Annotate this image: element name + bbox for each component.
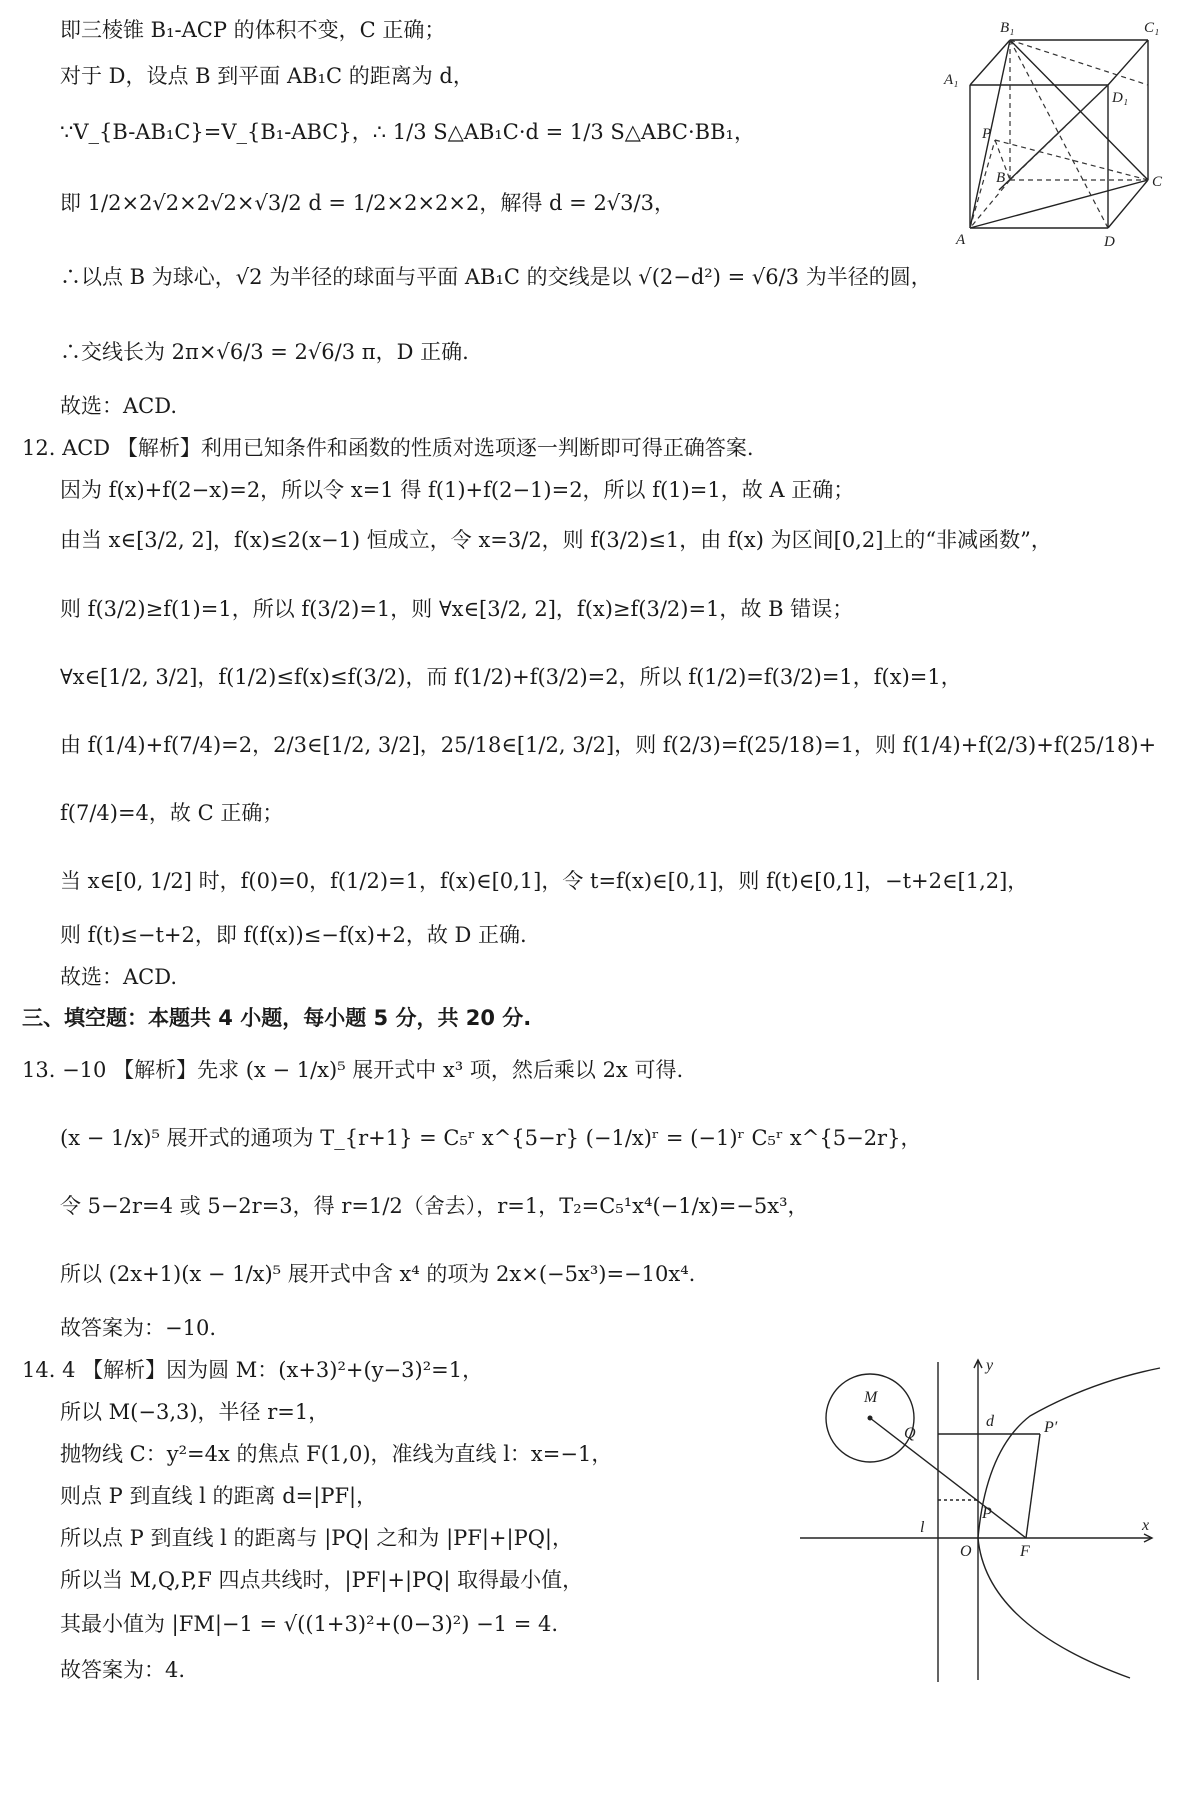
line-27: 则点 P 到直线 l 的距离 d=|PF|，: [60, 1484, 378, 1508]
line-16: 则 f(t)≤−t+2，即 f(f(x))≤−f(x)+2，故 D 正确.: [60, 923, 527, 947]
fig-label-p: P: [982, 1505, 992, 1522]
fig-label-y: y: [986, 1357, 994, 1374]
line-30: 其最小值为 |FM|−1 = √((1+3)²+(0−3)²) −1 = 4.: [60, 1612, 559, 1636]
line-6: ∴交线长为 2π×√6/3 = 2√6/3 π，D 正确.: [60, 340, 469, 364]
line-10: 由当 x∈[3/2, 2]，f(x)≤2(x−1) 恒成立，令 x=3/2，则 f(3/2)≤1，由 f(x) 为区间[0,2]上的“非减函数”，: [60, 528, 1052, 552]
fig-label-d: d: [986, 1413, 994, 1430]
fig-label-p-prime: P′: [1044, 1419, 1058, 1436]
cube-figure: [940, 10, 1170, 250]
line-19: 13. −10 【解析】先求 (x − 1/x)⁵ 展开式中 x³ 项，然后乘以 2x 可得.: [22, 1058, 684, 1082]
fig-label-l: l: [920, 1519, 925, 1536]
line-14: f(7/4)=4，故 C 正确；: [60, 801, 284, 825]
line-28: 所以点 P 到直线 l 的距离与 |PQ| 之和为 |PF|+|PQ|，: [60, 1526, 574, 1550]
line-17: 故选：ACD.: [60, 965, 177, 989]
cube-label-p: P: [982, 126, 992, 142]
fig-label-q: Q: [904, 1425, 916, 1442]
cube-label-b1: B₁: [1000, 20, 1015, 36]
section-heading: 三、填空题：本题共 4 小题，每小题 5 分，共 20 分.: [22, 1006, 532, 1030]
cube-label-c: C: [1152, 174, 1163, 190]
cube-label-c1: C₁: [1144, 20, 1160, 36]
line-9: 因为 f(x)+f(2−x)=2，所以令 x=1 得 f(1)+f(2−1)=2，所以 f(1)=1，故 A 正确；: [60, 478, 855, 502]
fig-label-x: x: [1142, 1517, 1150, 1534]
line-24: 14. 4 【解析】因为圆 M：(x+3)²+(y−3)²=1，: [22, 1358, 484, 1382]
fig-label-m: M: [864, 1389, 878, 1406]
line-23: 故答案为：−10.: [60, 1316, 216, 1340]
line-5: ∴以点 B 为球心，√2 为半径的球面与平面 AB₁C 的交线是以 √(2−d²) = √6/3 为半径的圆，: [60, 265, 932, 289]
cube-label-d1: D₁: [1112, 90, 1129, 106]
line-25: 所以 M(−3,3)，半径 r=1，: [60, 1400, 330, 1424]
line-31: 故答案为：4.: [60, 1658, 186, 1682]
line-21: 令 5−2r=4 或 5−2r=3，得 r=1/2（舍去），r=1，T₂=C₅¹x⁴(−1/x)=−5x³，: [60, 1194, 809, 1218]
line-15: 当 x∈[0, 1/2] 时，f(0)=0，f(1/2)=1，f(x)∈[0,1]，令 t=f(x)∈[0,1]，则 f(t)∈[0,1]，−t+2∈[1,2]，: [60, 869, 1029, 893]
line-2: 对于 D，设点 B 到平面 AB₁C 的距离为 d，: [60, 64, 474, 88]
cube-label-a1: A₁: [944, 72, 959, 88]
line-12: ∀x∈[1/2, 3/2]，f(1/2)≤f(x)≤f(3/2)，而 f(1/2)+f(3/2)=2，所以 f(1/2)=f(3/2)=1，f(x)=1，: [60, 665, 962, 689]
fig-label-o: O: [960, 1543, 972, 1560]
line-11: 则 f(3/2)≥f(1)=1，所以 f(3/2)=1，则 ∀x∈[3/2, 2]，f(x)≥f(3/2)=1，故 B 错误；: [60, 597, 854, 621]
cube-label-b: B: [996, 170, 1006, 186]
line-1: 即三棱锥 B₁-ACP 的体积不变，C 正确；: [60, 18, 446, 42]
fig-label-f: F: [1020, 1543, 1030, 1560]
line-8: 12. ACD 【解析】利用已知条件和函数的性质对选项逐一判断即可得正确答案.: [22, 436, 754, 460]
line-26: 抛物线 C：y²=4x 的焦点 F(1,0)，准线为直线 l：x=−1，: [60, 1442, 613, 1466]
line-20: (x − 1/x)⁵ 展开式的通项为 T_{r+1} = C₅ʳ x^{5−r} (−1/x)ʳ = (−1)ʳ C₅ʳ x^{5−2r}，: [60, 1126, 922, 1150]
line-4: 即 1/2×2√2×2√2×√3/2 d = 1/2×2×2×2，解得 d = 2√3/3，: [60, 191, 675, 215]
cube-label-a: A: [956, 232, 966, 248]
line-7: 故选：ACD.: [60, 394, 177, 418]
line-3: ∵V_{B-AB₁C}=V_{B₁-ABC}，∴ 1/3 S△AB₁C·d = 1/3 S△ABC·BB₁，: [60, 120, 755, 144]
line-29: 所以当 M,Q,P,F 四点共线时，|PF|+|PQ| 取得最小值，: [60, 1568, 584, 1592]
line-13: 由 f(1/4)+f(7/4)=2，2/3∈[1/2, 3/2]，25/18∈[1/2, 3/2]，则 f(2/3)=f(25/18)=1，则 f(1/4)+f(2/3)+f(25/18)+: [60, 733, 1157, 757]
line-22: 所以 (2x+1)(x − 1/x)⁵ 展开式中含 x⁴ 的项为 2x×(−5x³)=−10x⁴.: [60, 1262, 696, 1286]
parabola-figure: [790, 1350, 1170, 1690]
cube-label-d: D: [1104, 234, 1115, 250]
